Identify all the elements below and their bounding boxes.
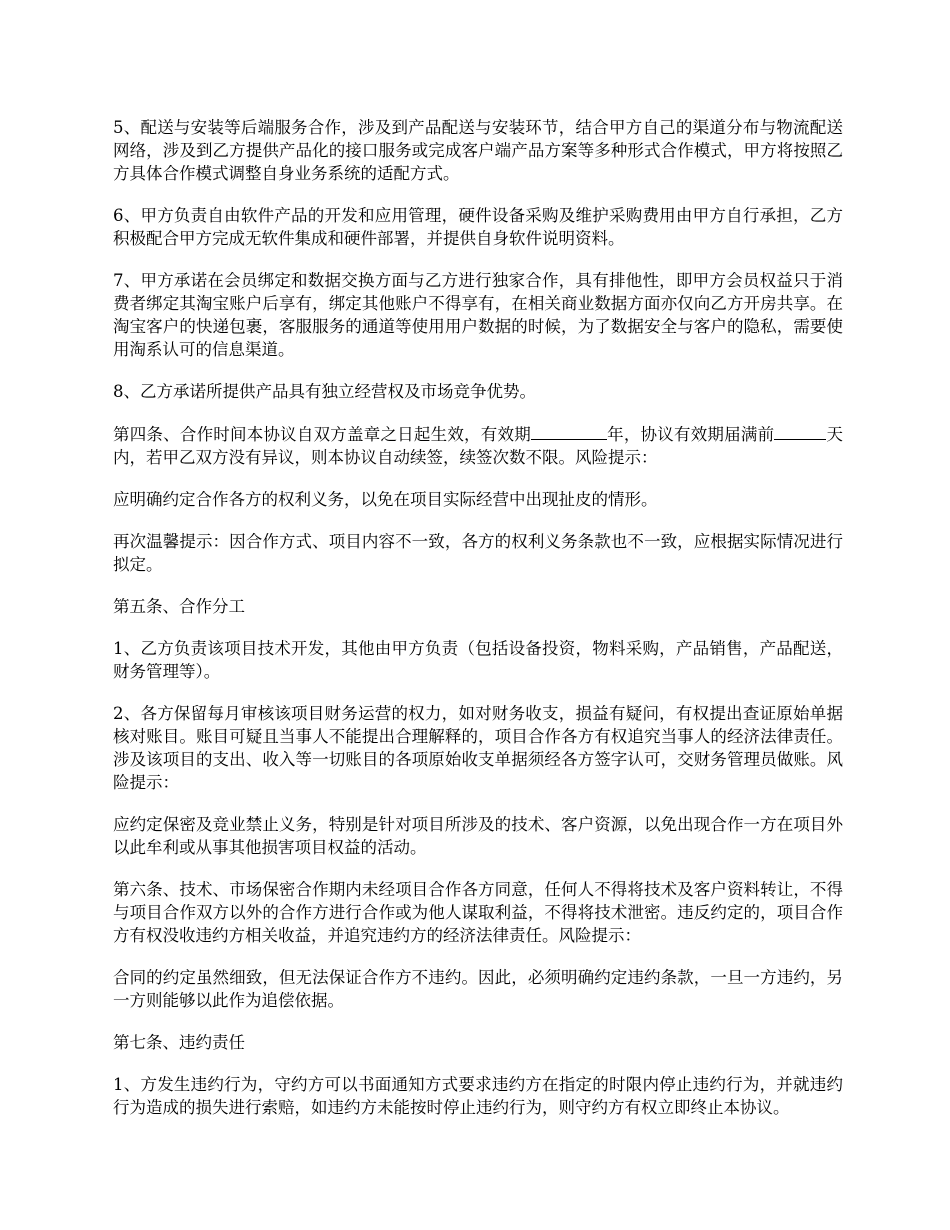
renewal-days-blank [774, 422, 826, 440]
article-5-heading: 第五条、合作分工 [113, 597, 245, 616]
article-4-text-2: 年，协议有效期届满前 [606, 425, 775, 444]
article-7-heading: 第七条、违约责任 [113, 1033, 245, 1052]
article-7-item-1: 1、方发生违约行为，守约方可以书面通知方式要求违约方在指定的时限内停止违约行为，并就违约行为造成的损失进行索赔，如违约方未能按时停止违约行为，则守约方有权立即终止本协议。 [113, 1075, 843, 1117]
article-4-text-1: 第四条、合作时间本协议自双方盖章之日起生效，有效期 [113, 425, 531, 444]
document-body [113, 116, 843, 1138]
reminder-paragraph: 再次温馨提示：因合作方式、项目内容不一致，各方的权利义务条款也不一致，应根据实际情况进行拟定。 [113, 532, 843, 574]
article-4-text-3: 天内，若甲乙双方没有异议，则本协议自动续签，续签次数不限。风险提示： [113, 425, 844, 467]
article-4-paragraph [113, 422, 843, 469]
paragraph-item-8: 8、乙方承诺所提供产品具有独立经营权及市场竞争优势。 [113, 382, 536, 401]
risk-note-breach: 合同的约定虽然细致，但无法保证合作方不违约。因此，必须明确约定违约条款，一旦一方违约，另一方则能够以此作为追偿依据。 [113, 968, 843, 1010]
article-5-item-1: 1、乙方负责该项目技术开发，其他由甲方负责（包括设备投资，物料采购，产品销售，产品配送，财务管理等）。 [113, 639, 843, 681]
risk-note-confidentiality: 应约定保密及竞业禁止义务，特别是针对项目所涉及的技术、客户资源，以免出现合作一方在项目外以此牟利或从事其他损害项目权益的活动。 [113, 815, 843, 857]
article-6-paragraph: 第六条、技术、市场保密合作期内未经项目合作各方同意，任何人不得将技术及客户资料转让，不得与项目合作双方以外的合作方进行合作或为他人谋取利益，不得将技术泄密。违反约定的，项目合作方有权没收违约方相关收益，并追究违约方的经济法律责任。风险提示： [113, 880, 843, 945]
paragraph-item-6: 6、甲方负责自由软件产品的开发和应用管理，硬件设备采购及维护采购费用由甲方自行承担，乙方积极配合甲方完成无软件集成和硬件部署，并提供自身软件说明资料。 [113, 206, 843, 248]
risk-note-rights: 应明确约定合作各方的权利义务，以免在项目实际经营中出现扯皮的情形。 [113, 490, 658, 509]
validity-years-blank [531, 422, 607, 440]
article-5-item-2: 2、各方保留每月审核该项目财务运营的权力，如对财务收支，损益有疑问，有权提出查证原始单据核对账目。账目可疑且当事人不能提出合理解释的，项目合作各方有权追究当事人的经济法律责任。涉及该项目的支出、收入等一切账目的各项原始收支单据须经各方签字认可，交财务管理员做账。风险提示： [113, 704, 843, 792]
paragraph-item-5: 5、配送与安装等后端服务合作，涉及到产品配送与安装环节，结合甲方自己的渠道分布与物流配送网络，涉及到乙方提供产品化的接口服务或完成客户端产品方案等多种形式合作模式，甲方将按照乙方具体合作模式调整自身业务系统的适配方式。 [113, 118, 843, 183]
paragraph-item-7: 7、甲方承诺在会员绑定和数据交换方面与乙方进行独家合作，具有排他性，即甲方会员权益只于消费者绑定其淘宝账户后享有，绑定其他账户不得享有，在相关商业数据方面亦仅向乙方开房共享。在淘宝客户的快递包裹，客服服务的通道等使用用户数据的时候，为了数据安全与客户的隐私，需要使用淘系认可的信息渠道。 [113, 271, 843, 359]
